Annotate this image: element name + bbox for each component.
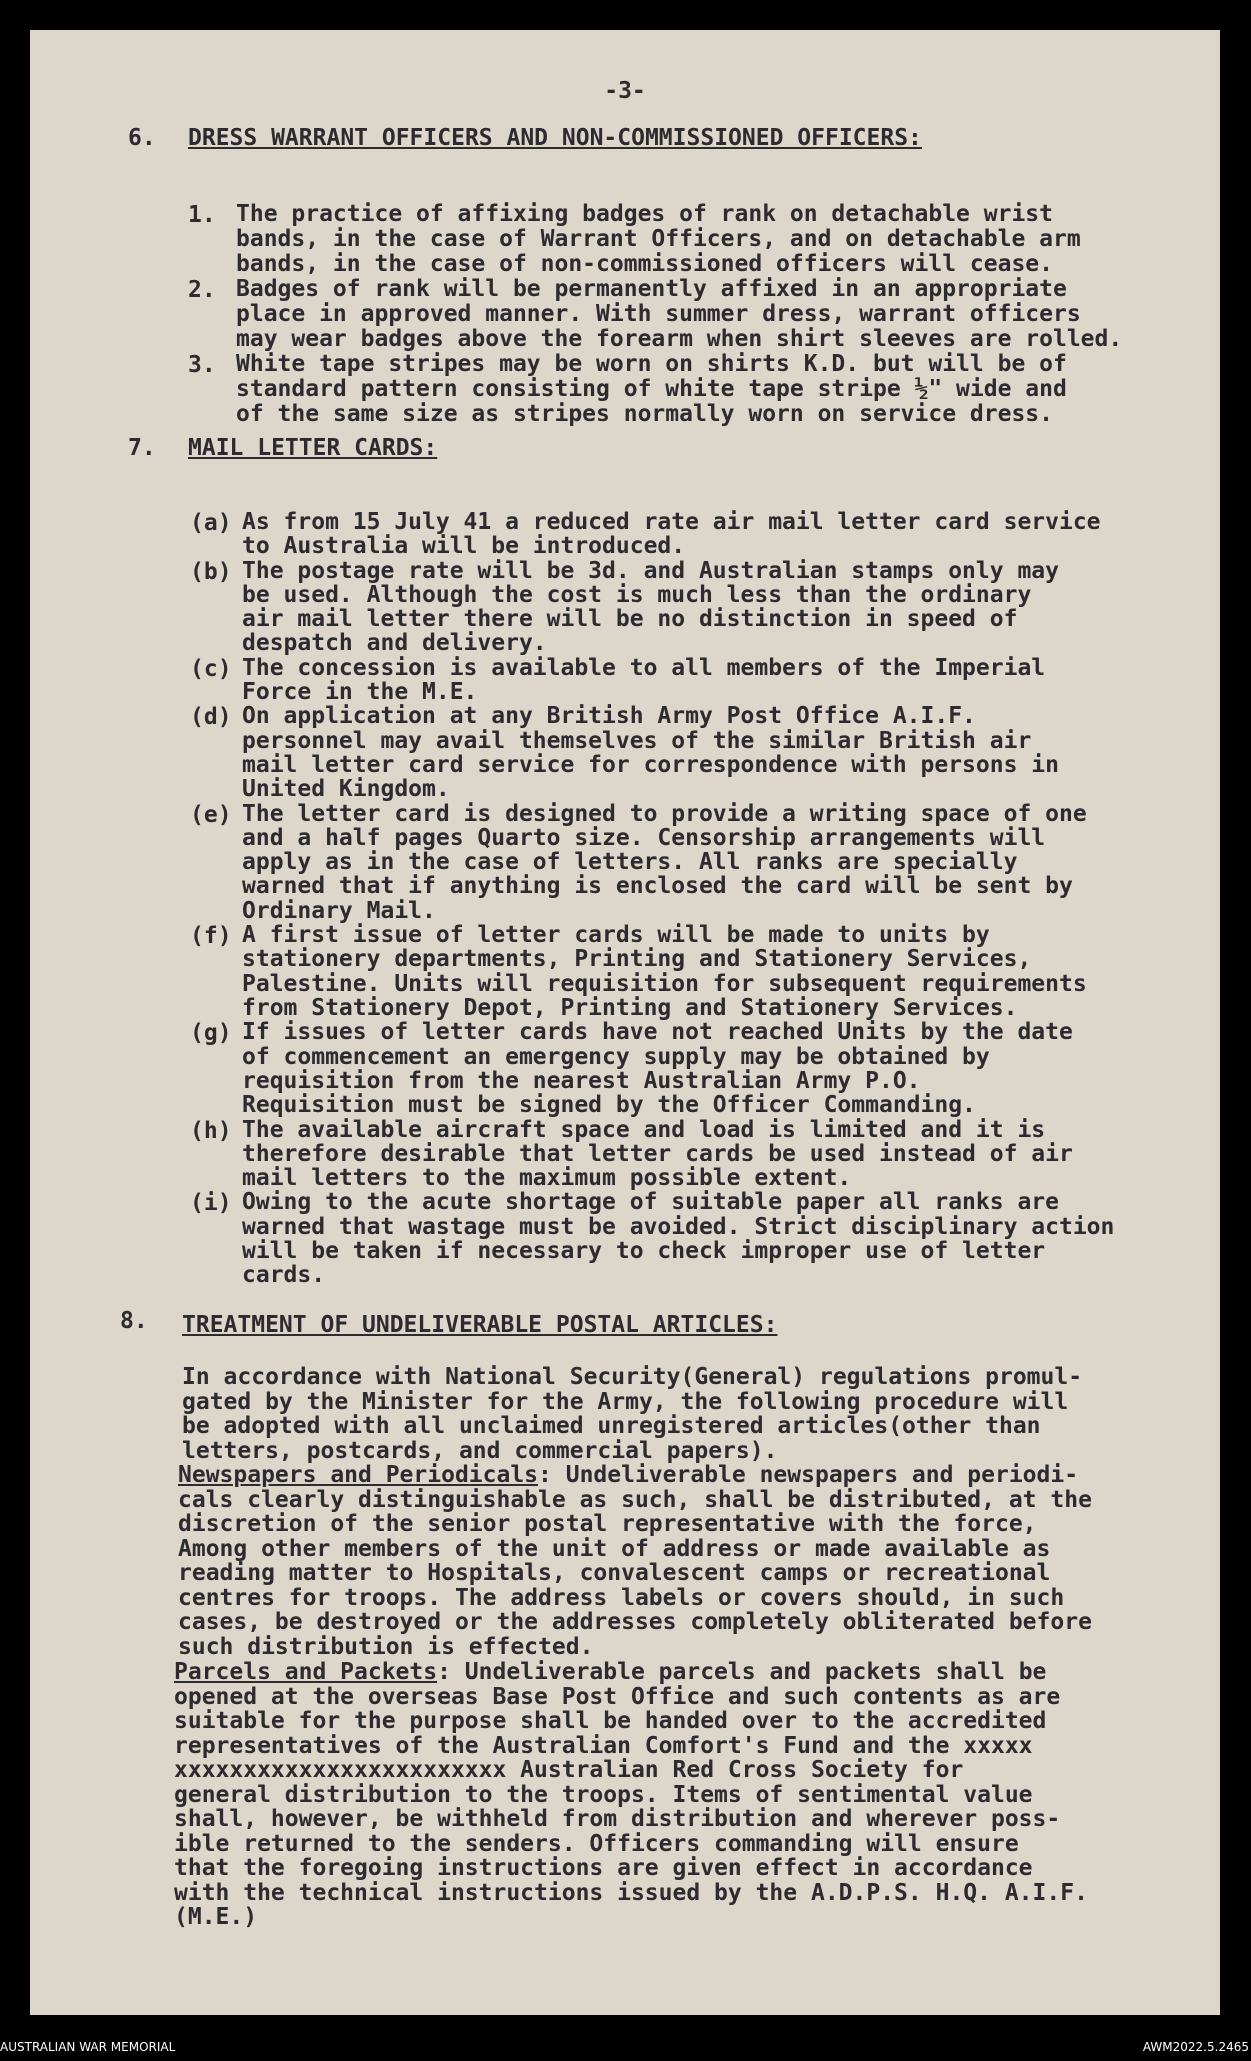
text-line: air mail letter there will be no distinction in speed of	[242, 606, 1018, 633]
text-line: and a half pages Quarto size. Censorship arrangements will	[242, 824, 1046, 851]
list-item-label: 1.	[188, 202, 216, 228]
text-line: Requisition must be signed by the Officer Commanding.	[242, 1092, 976, 1119]
list-item-label: (g)	[190, 1020, 232, 1047]
text-line	[174, 1660, 1184, 1685]
text-line: If issues of letter cards have not reached Units by the date	[242, 1019, 1073, 1046]
text-line: The letter card is designed to provide a writing space of one	[242, 800, 1087, 827]
text-line: mail letter card service for correspondence with persons in	[242, 751, 1059, 778]
text-line: White tape stripes may be worn on shirts K.D. but will be of	[236, 351, 1067, 377]
section-8-intro	[182, 1365, 1182, 1463]
list-item	[190, 559, 1220, 656]
newspapers-heading: Newspapers and Periodicals	[178, 1462, 539, 1488]
text-line: warned that wastage must be avoided. Strict disciplinary action	[242, 1213, 1115, 1240]
text-line: may wear badges above the forearm when shirt sleeves are rolled.	[236, 326, 1123, 352]
text-line: gated by the Minister for the Army, the following procedure will	[182, 1388, 1069, 1415]
page-number: -3-	[604, 78, 646, 104]
list-item-label: (b)	[190, 558, 232, 585]
list-item	[188, 352, 1220, 427]
text-line: The concession is available to all members of the Imperial	[242, 654, 1046, 681]
text-line: Owing to the acute shortage of suitable paper all ranks are	[242, 1189, 1059, 1216]
text-line: stationery departments, Printing and Stationery Services,	[242, 946, 1032, 973]
text-line: warned that if anything is enclosed the card will be sent by	[242, 873, 1073, 900]
text-line: The available aircraft space and load is limited and it is	[242, 1116, 1046, 1143]
text-line: reading matter to Hospitals, convalescent camps or recreational	[178, 1560, 1051, 1586]
text-line: Among other members of the unit of address or made available as	[178, 1535, 1051, 1562]
section-7-number: 7.	[128, 435, 156, 461]
parcels-paragraph	[174, 1660, 1184, 1930]
parcels-first-line: : Undeliverable parcels and packets shall be	[437, 1659, 1047, 1685]
list-item-label: (i)	[190, 1190, 232, 1217]
text-line: xxxxxxxxxxxxxxxxxxxxxxxx Australian Red Cross Society for	[174, 1757, 964, 1783]
text-line: As from 15 July 41 a reduced rate air mail letter card service	[242, 509, 1101, 535]
text-line: of commencement an emergency supply may be obtained by	[242, 1043, 990, 1070]
text-line: general distribution to the troops. Items of sentimental value	[174, 1781, 1033, 1808]
list-item	[190, 1190, 1220, 1287]
text-line: from Stationery Depot, Printing and Stationery Services.	[242, 994, 1018, 1021]
list-item-label: (a)	[190, 510, 232, 536]
text-line: to Australia will be introduced.	[242, 533, 686, 560]
footer-credit: AUSTRALIAN WAR MEMORIAL	[0, 2040, 176, 2054]
text-line: therefore desirable that letter cards be used instead of air	[242, 1140, 1073, 1167]
list-item	[190, 1118, 1220, 1191]
text-line: On application at any British Army Post Office A.I.F.	[242, 703, 976, 730]
list-item-label: 2.	[188, 277, 216, 303]
text-line: will be taken if necessary to check improper use of letter	[242, 1237, 1046, 1264]
text-line: of the same size as stripes normally worn on service dress.	[236, 401, 1053, 427]
text-line: Badges of rank will be permanently affixed in an appropriate	[236, 276, 1067, 302]
list-item-label: (e)	[190, 801, 232, 828]
text-line: opened at the overseas Base Post Office and such contents as are	[174, 1683, 1061, 1710]
text-line: The practice of affixing badges of rank on detachable wrist	[236, 201, 1053, 227]
text-line: standard pattern consisting of white tape stripe ½" wide and	[236, 376, 1067, 402]
document-page	[30, 30, 1220, 2015]
text-line: letters, postcards, and commercial papers).	[182, 1437, 778, 1464]
list-item	[190, 1020, 1220, 1117]
list-item	[188, 277, 1220, 352]
text-line: place in approved manner. With summer dress, warrant officers	[236, 301, 1081, 327]
text-line: cases, be destroyed or the addresses completely obliterated before	[178, 1609, 1092, 1635]
text-line: mail letters to the maximum possible extent.	[242, 1165, 852, 1192]
list-item-label: 3.	[188, 352, 216, 378]
section-8-title: TREATMENT OF UNDELIVERABLE POSTAL ARTICLES:	[182, 1312, 778, 1338]
text-line: be adopted with all unclaimed unregistered articles(other than	[182, 1413, 1041, 1439]
list-item	[190, 656, 1220, 705]
text-line: with the technical instructions issued by the A.D.P.S. H.Q. A.I.F.	[174, 1879, 1088, 1906]
list-item	[190, 802, 1220, 923]
text-line: apply as in the case of letters. All ranks are specially	[242, 849, 1018, 876]
list-item-label: (d)	[190, 704, 232, 731]
text-line: personnel may avail themselves of the similar British air	[242, 727, 1032, 754]
text-line: United Kingdom.	[242, 776, 450, 803]
text-line: despatch and delivery.	[242, 630, 547, 657]
list-item-label: (f)	[190, 923, 232, 950]
newspapers-paragraph	[178, 1463, 1188, 1659]
text-line: ible returned to the senders. Officers commanding will ensure	[174, 1830, 1019, 1857]
text-line: Force in the M.E.	[242, 679, 478, 706]
list-item	[190, 510, 1220, 559]
text-line: suitable for the purpose shall be handed over to the accredited	[174, 1708, 1047, 1734]
section-7-title: MAIL LETTER CARDS:	[188, 435, 438, 461]
list-item	[190, 704, 1220, 801]
text-line: such distribution is effected.	[178, 1633, 594, 1660]
text-line: centres for troops. The address labels or covers should, in such	[178, 1584, 1065, 1611]
text-line: cals clearly distinguishable as such, shall be distributed, at the	[178, 1486, 1092, 1513]
list-item-label: (h)	[190, 1117, 232, 1144]
section-6-title: DRESS WARRANT OFFICERS AND NON-COMMISSIONED OFFICERS:	[188, 125, 922, 151]
text-line: bands, in the case of Warrant Officers, and on detachable arm	[236, 226, 1081, 252]
text-line: Palestine. Units will requisition for subsequent requirements	[242, 970, 1087, 997]
list-item-label: (c)	[190, 655, 232, 682]
newspapers-first-line: : Undeliverable newspapers and periodi-	[538, 1462, 1079, 1488]
text-line: cards.	[242, 1262, 326, 1289]
text-line: The postage rate will be 3d. and Australian stamps only may	[242, 557, 1059, 584]
text-line: bands, in the case of non-commissioned officers will cease.	[236, 251, 1053, 277]
text-line	[178, 1463, 1188, 1488]
text-line: discretion of the senior postal representative with the force,	[178, 1511, 1037, 1537]
text-line: shall, however, be withheld from distribution and wherever poss-	[174, 1806, 1061, 1832]
text-line: representatives of the Australian Comfort's Fund and the xxxxx	[174, 1732, 1033, 1759]
parcels-heading: Parcels and Packets	[174, 1659, 438, 1685]
section-6-number: 6.	[128, 125, 156, 151]
list-item	[188, 202, 1220, 277]
text-line: requisition from the nearest Australian Army P.O.	[242, 1067, 921, 1094]
footer-accession-number: AWM2022.5.2465	[1142, 2040, 1249, 2054]
text-line: (M.E.)	[174, 1904, 258, 1930]
text-line: be used. Although the cost is much less than the ordinary	[242, 581, 1032, 608]
text-line: that the foregoing instructions are given effect in accordance	[174, 1855, 1033, 1881]
text-line: Ordinary Mail.	[242, 897, 436, 924]
text-line: A first issue of letter cards will be made to units by	[242, 922, 990, 949]
text-line: In accordance with National Security(General) regulations promul-	[182, 1364, 1083, 1390]
list-item	[190, 923, 1220, 1020]
section-8-number: 8.	[120, 1308, 148, 1334]
